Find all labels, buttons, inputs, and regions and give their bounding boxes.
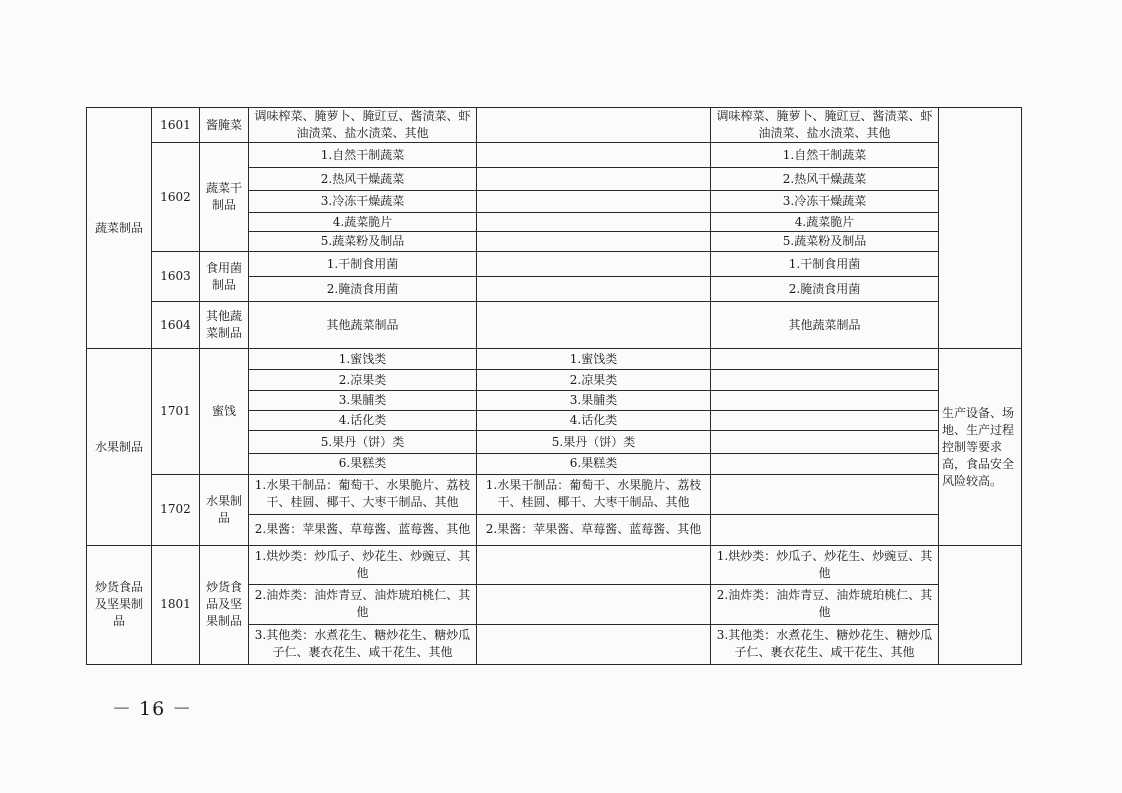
item-cell-c5: 调味榨菜、腌萝卜、腌豇豆、酱渍菜、虾油渍菜、盐水渍菜、其他	[711, 108, 939, 143]
item-cell-c4	[477, 143, 711, 168]
item-cell-c4: 3.果脯类	[477, 391, 711, 411]
item-cell-c5	[711, 474, 939, 514]
item-cell-c4	[477, 108, 711, 143]
table-body	[87, 108, 1022, 665]
subcategory-cell: 蜜饯	[200, 349, 249, 474]
item-cell-c3: 1.烘炒类：炒瓜子、炒花生、炒豌豆、其他	[249, 545, 477, 584]
table-row	[87, 302, 1022, 349]
item-cell-c3: 2.腌渍食用菌	[249, 277, 477, 302]
item-cell-c4	[477, 252, 711, 277]
item-cell-c3: 1.自然干制蔬菜	[249, 143, 477, 168]
item-cell-c5: 5.蔬菜粉及制品	[711, 232, 939, 252]
item-cell-c3: 1.蜜饯类	[249, 349, 477, 370]
item-cell-c4: 2.果酱：苹果酱、草莓酱、蓝莓酱、其他	[477, 514, 711, 545]
category-vegetable: 蔬菜制品	[87, 108, 152, 349]
remark-cell-fruit: 生产设备、场地、生产过程控制等要求高，食品安全风险较高。	[939, 349, 1022, 545]
item-cell-c4	[477, 232, 711, 252]
item-cell-c5: 其他蔬菜制品	[711, 302, 939, 349]
item-cell-c3: 3.果脯类	[249, 391, 477, 411]
item-cell-c5: 1.自然干制蔬菜	[711, 143, 939, 168]
item-cell-c3: 4.话化类	[249, 411, 477, 431]
table-row	[87, 474, 1022, 514]
item-cell-c4	[477, 302, 711, 349]
code-cell: 1701	[152, 349, 200, 474]
page-number: － 16 －	[112, 698, 193, 720]
item-cell-c5: 2.热风干燥蔬菜	[711, 168, 939, 191]
item-cell-c5	[711, 453, 939, 474]
item-cell-c3: 2.油炸类：油炸青豆、油炸琥珀桃仁、其他	[249, 584, 477, 624]
item-cell-c4: 1.水果干制品：葡萄干、水果脆片、荔枝干、桂圆、椰干、大枣干制品、其他	[477, 474, 711, 514]
item-cell-c5: 1.烘炒类：炒瓜子、炒花生、炒豌豆、其他	[711, 545, 939, 584]
item-cell-c5: 4.蔬菜脆片	[711, 213, 939, 232]
item-cell-c3: 调味榨菜、腌萝卜、腌豇豆、酱渍菜、虾油渍菜、盐水渍菜、其他	[249, 108, 477, 143]
item-cell-c5: 2.油炸类：油炸青豆、油炸琥珀桃仁、其他	[711, 584, 939, 624]
item-cell-c3: 其他蔬菜制品	[249, 302, 477, 349]
code-cell: 1604	[152, 302, 200, 349]
subcategory-cell: 水果制品	[200, 474, 249, 545]
code-cell: 1601	[152, 108, 200, 143]
table-row	[87, 252, 1022, 277]
item-cell-c5: 1.干制食用菌	[711, 252, 939, 277]
table-row	[87, 545, 1022, 584]
item-cell-c3: 4.蔬菜脆片	[249, 213, 477, 232]
item-cell-c4: 1.蜜饯类	[477, 349, 711, 370]
subcategory-cell: 食用菌制品	[200, 252, 249, 302]
item-cell-c3: 5.蔬菜粉及制品	[249, 232, 477, 252]
table-row	[87, 108, 1022, 143]
category-nuts: 炒货食品及坚果制品	[87, 545, 152, 664]
code-cell: 1603	[152, 252, 200, 302]
item-cell-c5	[711, 370, 939, 391]
item-cell-c3: 2.凉果类	[249, 370, 477, 391]
subcategory-cell: 其他蔬菜制品	[200, 302, 249, 349]
remark-cell-vegetable	[939, 108, 1022, 349]
subcategory-cell: 炒货食品及坚果制品	[200, 545, 249, 664]
code-cell: 1702	[152, 474, 200, 545]
code-cell: 1602	[152, 143, 200, 252]
item-cell-c4: 6.果糕类	[477, 453, 711, 474]
item-cell-c3: 3.冷冻干燥蔬菜	[249, 191, 477, 213]
item-cell-c4	[477, 545, 711, 584]
item-cell-c5	[711, 431, 939, 453]
item-cell-c5	[711, 349, 939, 370]
item-cell-c5	[711, 411, 939, 431]
item-cell-c4	[477, 584, 711, 624]
item-cell-c3: 6.果糕类	[249, 453, 477, 474]
item-cell-c4	[477, 277, 711, 302]
item-cell-c5: 3.其他类：水煮花生、糖炒花生、糖炒瓜子仁、裹衣花生、咸干花生、其他	[711, 624, 939, 664]
item-cell-c4: 2.凉果类	[477, 370, 711, 391]
item-cell-c3: 2.热风干燥蔬菜	[249, 168, 477, 191]
item-cell-c4	[477, 168, 711, 191]
subcategory-cell: 酱腌菜	[200, 108, 249, 143]
item-cell-c5: 3.冷冻干燥蔬菜	[711, 191, 939, 213]
table-row	[87, 349, 1022, 370]
code-cell: 1801	[152, 545, 200, 664]
item-cell-c4	[477, 624, 711, 664]
category-fruit: 水果制品	[87, 349, 152, 545]
item-cell-c4	[477, 191, 711, 213]
item-cell-c4: 4.话化类	[477, 411, 711, 431]
item-cell-c5	[711, 391, 939, 411]
item-cell-c3: 2.果酱：苹果酱、草莓酱、蓝莓酱、其他	[249, 514, 477, 545]
item-cell-c4	[477, 213, 711, 232]
table-row	[87, 143, 1022, 168]
remark-cell-nuts	[939, 545, 1022, 664]
food-category-table	[86, 107, 1022, 665]
item-cell-c4: 5.果丹（饼）类	[477, 431, 711, 453]
item-cell-c3: 1.水果干制品：葡萄干、水果脆片、荔枝干、桂圆、椰干、大枣干制品、其他	[249, 474, 477, 514]
item-cell-c3: 5.果丹（饼）类	[249, 431, 477, 453]
item-cell-c3: 1.干制食用菌	[249, 252, 477, 277]
item-cell-c5	[711, 514, 939, 545]
subcategory-cell: 蔬菜干制品	[200, 143, 249, 252]
item-cell-c5: 2.腌渍食用菌	[711, 277, 939, 302]
item-cell-c3: 3.其他类：水煮花生、糖炒花生、糖炒瓜子仁、裹衣花生、咸干花生、其他	[249, 624, 477, 664]
